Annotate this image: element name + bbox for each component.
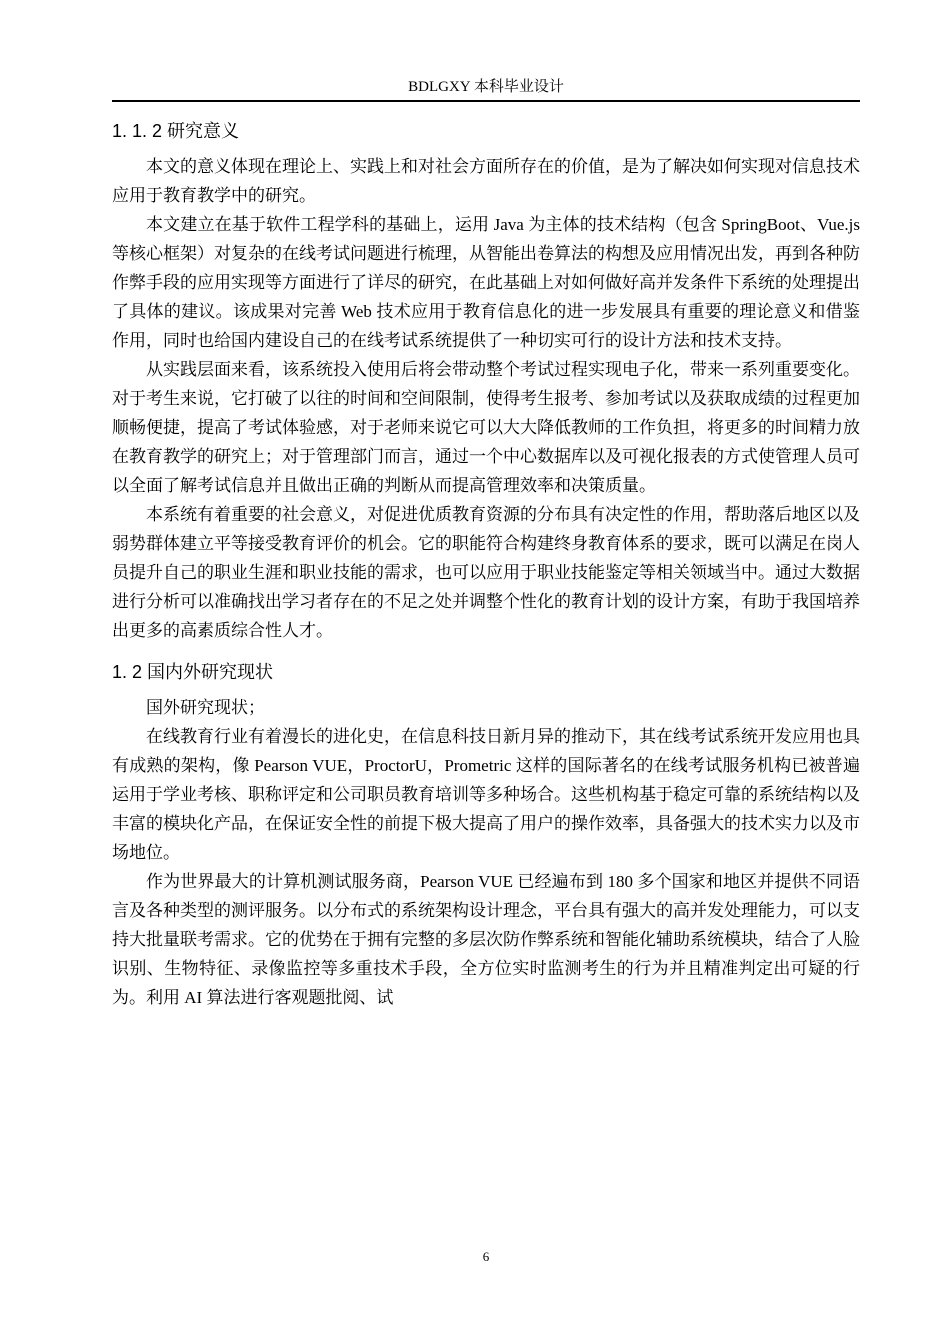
paragraph: 本文建立在基于软件工程学科的基础上，运用 Java 为主体的技术结构（包含 SpringBoot、Vue.js 等核心框架）对复杂的在线考试问题进行梳理，从智能出卷算法的构想及应用情况出发，再到各种防作弊手段的应用实现等方面进行了详尽的研究，在此基础上对如何做好高并发条件下系统的处理提出了具体的建议。该成果对完善 Web 技术应用于教育信息化的进一步发展具有重要的理论意义和借鉴作用，同时也给国内建设自己的在线考试系统提供了一种切实可行的设计方法和技术支持。	[112, 215, 860, 350]
paragraph: 本文的意义体现在理论上、实践上和对社会方面所存在的价值，是为了解决如何实现对信息技术应用于教育教学中的研究。	[112, 157, 860, 205]
paragraph: 国外研究现状；	[146, 698, 265, 717]
paragraph: 本系统有着重要的社会意义，对促进优质教育资源的分布具有决定性的作用，帮助落后地区以及弱势群体建立平等接受教育评价的机会。它的职能符合构建终身教育体系的要求，既可以满足在岗人员提升自己的职业生涯和职业技能的需求，也可以应用于职业技能鉴定等相关领域当中。通过大数据进行分析可以准确找出学习者存在的不足之处并调整个性化的教育计划的设计方案，有助于我国培养出更多的高素质综合性人才。	[112, 505, 860, 640]
page-content	[112, 112, 860, 1012]
page-number: 6	[482, 1249, 490, 1264]
section-heading-research-significance: 1. 1. 2 研究意义	[112, 121, 240, 141]
paragraph: 在线教育行业有着漫长的进化史，在信息科技日新月异的推动下，其在线考试系统开发应用也具有成熟的架构，像 Pearson VUE，ProctorU，Prometric 这样的国际著名的在线考试服务机构已被普遍运用于学业考核、职称评定和公司职员教育培训等多种场合。这些机构基于稳定可靠的系统结构以及丰富的模块化产品，在保证安全性的前提下极大提高了用户的操作效率，具备强大的技术实力以及市场地位。	[112, 727, 860, 862]
section-heading-research-status: 1. 2 国内外研究现状	[112, 662, 274, 682]
header-divider	[112, 100, 860, 102]
paragraph: 作为世界最大的计算机测试服务商，Pearson VUE 已经遍布到 180 多个国家和地区并提供不同语言及各种类型的测评服务。以分布式的系统架构设计理念，平台具有强大的高并发处理能力，可以支持大批量联考需求。它的优势在于拥有完整的多层次防作弊系统和智能化辅助系统模块，结合了人脸识别、生物特征、录像监控等多重技术手段，全方位实时监测考生的行为并且精准判定出可疑的行为。利用 AI 算法进行客观题批阅、试	[112, 872, 860, 1007]
paragraph: 从实践层面来看，该系统投入使用后将会带动整个考试过程实现电子化，带来一系列重要变化。对于考生来说，它打破了以往的时间和空间限制，使得考生报考、参加考试以及获取成绩的过程更加顺畅便捷，提高了考试体验感，对于老师来说它可以大大降低教师的工作负担，将更多的时间精力放在教育教学的研究上；对于管理部门而言，通过一个中心数据库以及可视化报表的方式使管理人员可以全面了解考试信息并且做出正确的判断从而提高管理效率和决策质量。	[112, 360, 860, 495]
page-header: BDLGXY 本科毕业设计	[408, 79, 564, 95]
